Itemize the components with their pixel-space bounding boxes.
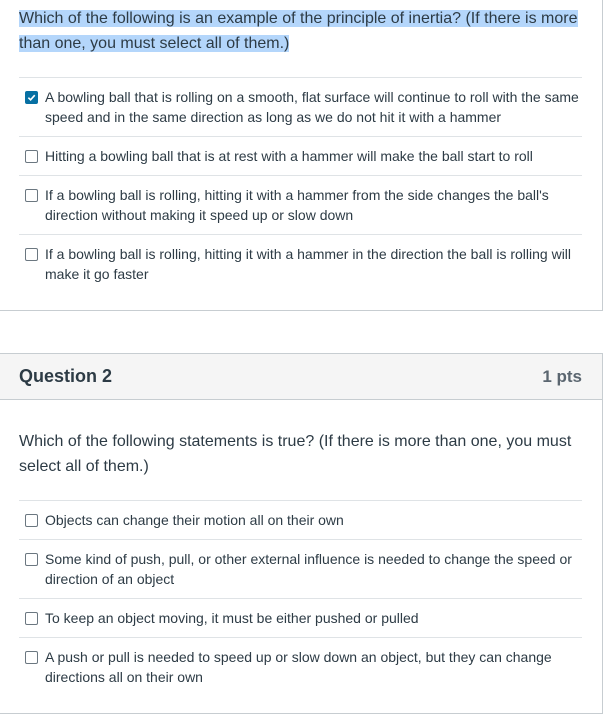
checkbox-checked[interactable] [25,91,38,104]
answer-option[interactable] [19,175,582,234]
answer-label: If a bowling ball is rolling, hitting it with a hammer from the side changes the ball's direction without making it speed up or slow down [45,187,549,223]
answer-option[interactable] [19,136,582,175]
selected-text-highlight: Which of the following is an example of the principle of inertia? (If there is more than one, you must select all of them.) [19,10,578,52]
checkbox[interactable] [25,189,38,202]
question-title: Question 2 [19,366,113,386]
answer-label: A push or pull is needed to speed up or slow down an object, but they can change directions all on their own [45,649,552,685]
question-header [0,354,602,400]
answer-label: If a bowling ball is rolling, hitting it with a hammer in the direction the ball is rolling will make it go faster [45,246,572,282]
answer-label: To keep an object moving, it must be either pushed or pulled [45,610,419,626]
answer-label: Some kind of push, pull, or other external influence is needed to change the speed or direction of an object [45,551,572,587]
answer-label: Objects can change their motion all on their own [45,512,344,528]
checkbox[interactable] [25,651,38,664]
question-points: 1 pts [542,366,582,386]
question-1-text [19,0,582,56]
answer-label: A bowling ball that is rolling on a smooth, flat surface will continue to roll with the same speed and in the same direction as long as we do not hit it with a hammer [45,89,579,125]
question-1-answers [19,77,582,293]
answer-label: Hitting a bowling ball that is at rest with a hammer will make the ball start to roll [45,148,533,164]
answer-option[interactable] [19,539,582,598]
answer-option[interactable] [19,234,582,293]
answer-option[interactable] [19,598,582,637]
checkbox[interactable] [25,612,38,625]
checkmark-icon [27,93,36,102]
checkbox[interactable] [25,514,38,527]
answer-option[interactable] [19,500,582,539]
checkbox[interactable] [25,248,38,261]
question-1-card [0,0,603,311]
question-2-answers [19,500,582,696]
checkbox[interactable] [25,553,38,566]
question-2-text: Which of the following statements is true? (If there is more than one, you must select all of them.) [19,433,572,475]
answer-option[interactable] [19,77,582,136]
question-2-card [0,353,603,714]
answer-option[interactable] [19,637,582,696]
checkbox[interactable] [25,150,38,163]
